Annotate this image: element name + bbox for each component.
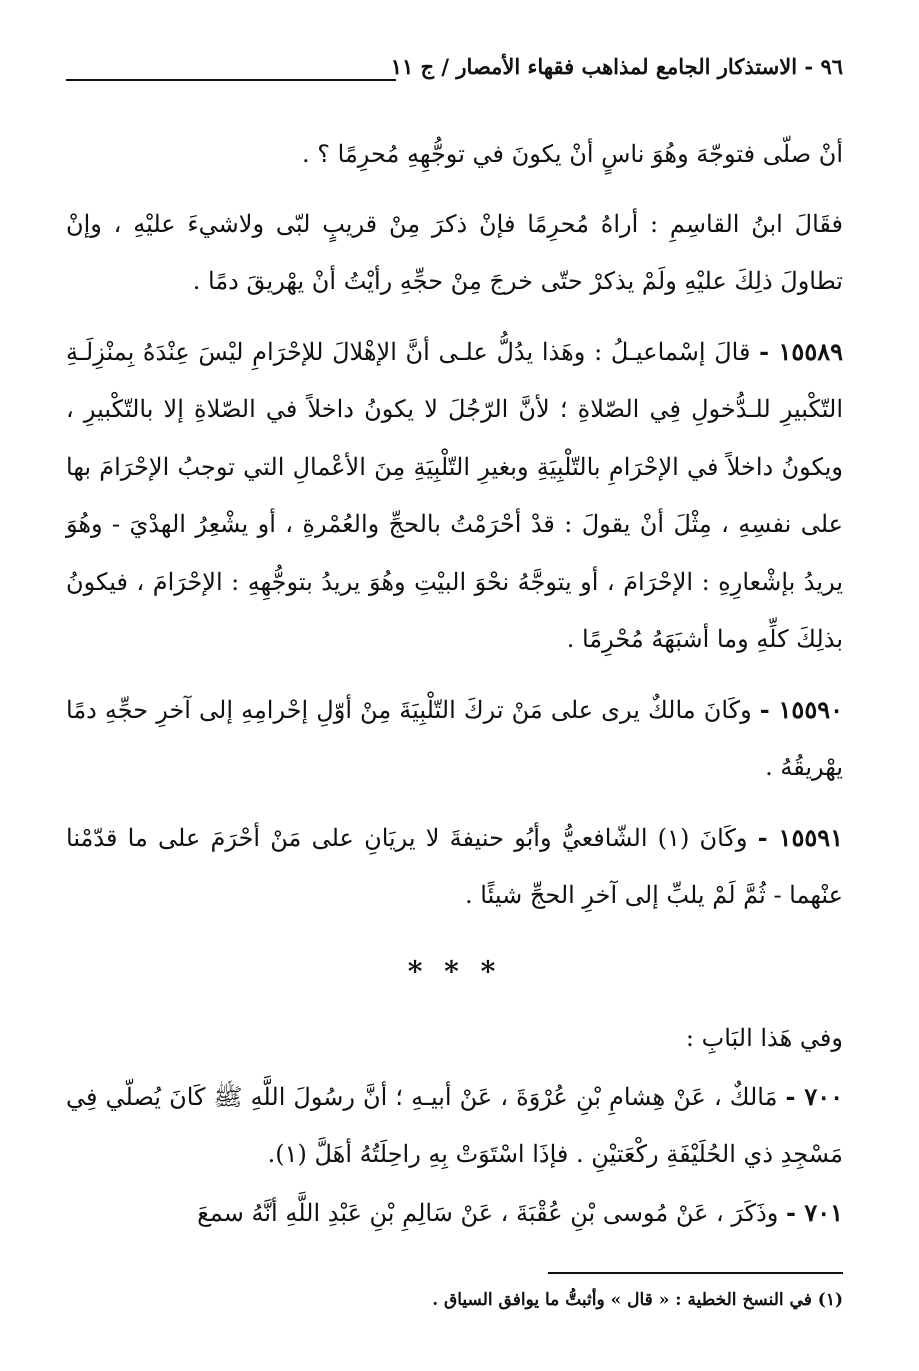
- running-header: [66, 54, 843, 94]
- main-text: [66, 126, 843, 1242]
- hadith-number: ٧٠١ -: [786, 1197, 843, 1227]
- paragraph: [66, 126, 843, 184]
- numbered-paragraph: [66, 809, 843, 925]
- paragraph-number: ١٥٥٩١ -: [757, 822, 843, 852]
- hadith-entry: [66, 1068, 843, 1184]
- hadith-text: وذَكَرَ ، عَنْ مُوسى بْنِ عُقْبَةَ ، عَنْ سَالِمِ بْنِ عَبْدِ اللَّهِ أنَّهُ سمعَ: [197, 1198, 779, 1227]
- hadith-text: مَالكٌ ، عَنْ هِشامِ بْنِ عُرْوَةَ ، عَنْ أبيـهِ ؛ أنَّ رسُولَ اللَّهِ ﷺ كَانَ يُصلّي فِي مَسْجِدِ ذي الحُلَيْفَةِ ركْعَتيْنِ . فإذَا اسْتَوَتْ بِهِ راحِلَتُهُ أهَلَّ (١).: [66, 1082, 843, 1168]
- paragraph-number: ١٥٥٨٩ -: [759, 336, 843, 366]
- footnote-rule: [548, 1272, 843, 1274]
- paragraph-text: وكَانَ مالكٌ يرى على مَنْ تركَ التّلْبِيَةَ مِنْ أوّلِ إحْرامِهِ إلى آخرِ حجِّهِ دمًا يهْريقُهُ .: [66, 695, 843, 781]
- header-rule: [66, 79, 396, 81]
- paragraph-text: قالَ إسْماعيـلُ : وهَذا يدُلُّ علـى أنَّ الإهْلالَ للإحْرَامِ ليْسَ عِنْدَهُ بِمنْزِلَـةِ التّكْبيرِ للـدُّخولِ فِي الصّلاةِ ؛ لأنَّ الرّجُلَ لا يكونُ داخلاً في الصّلاةِ إلا بالتّكْبيرِ ، ويكونُ داخلاً في الإحْرَامِ بالتّلْبِيَةِ وبغيرِ التّلْبِيَةِ مِنَ الأعْمالِ التي توجبُ الإحْرَامَ بها على نفسِهِ ، مِثْلَ أنْ يقولَ : قدْ أحْرَمْتُ بالحجِّ والعُمْرةِ ، أو يشْعِرُ الهدْيَ - وهُوَ يريدُ بإشْعارِهِ : الإحْرَامَ ، أو يتوجَّهُ نحْوَ البيْتِ وهُوَ يريدُ بتوجُّهِهِ : الإحْرَامَ ، فيكونُ بذلِكَ كلِّهِ وما أشبَهَهُ مُحْرِمًا .: [66, 337, 843, 653]
- header-text: ٩٦ - الاستذكار الجامع لمذاهب فقهاء الأمصار / ج ١١: [390, 54, 843, 79]
- hadith-entry: [66, 1184, 843, 1243]
- paragraph-number: ١٥٥٩٠ -: [759, 694, 843, 724]
- section-separator: * * *: [407, 954, 502, 988]
- footnote: (١) في النسخ الخطية : « قال » وأثبتُّ ما يوافق السياق .: [432, 1290, 843, 1310]
- hadith-number: ٧٠٠ -: [785, 1081, 843, 1111]
- numbered-paragraph: [66, 323, 843, 669]
- paragraph-text: وكَانَ (١) الشّافعيُّ وأبُو حنيفةَ لا يريَانِ على مَنْ أحْرَمَ على ما قدّمْنا عنْهما - ثُمَّ لَمْ يلبِّ إلى آخرِ الحجِّ شيئًا .: [66, 823, 843, 909]
- paragraph: [66, 196, 843, 311]
- numbered-paragraph: [66, 681, 843, 797]
- paragraph-text: فقَالَ ابنُ القاسِمِ : أراهُ مُحرِمًا فإنْ ذكرَ مِنْ قريبٍ لبّى ولاشيءَ عليْهِ ، وإنْ تطاولَ ذلِكَ عليْهِ ولَمْ يذكرْ حتّى خرجَ مِنْ حجِّهِ رأيْتُ أنْ يهْريقَ دمًا .: [66, 209, 843, 295]
- paragraph-text: أنْ صلّى فتوجّهَ وهُوَ ناسٍ أنْ يكونَ في توجُّهِهِ مُحرِمًا ؟ .: [302, 140, 843, 168]
- section-intro: وفي هَذا البَابِ :: [685, 1024, 843, 1052]
